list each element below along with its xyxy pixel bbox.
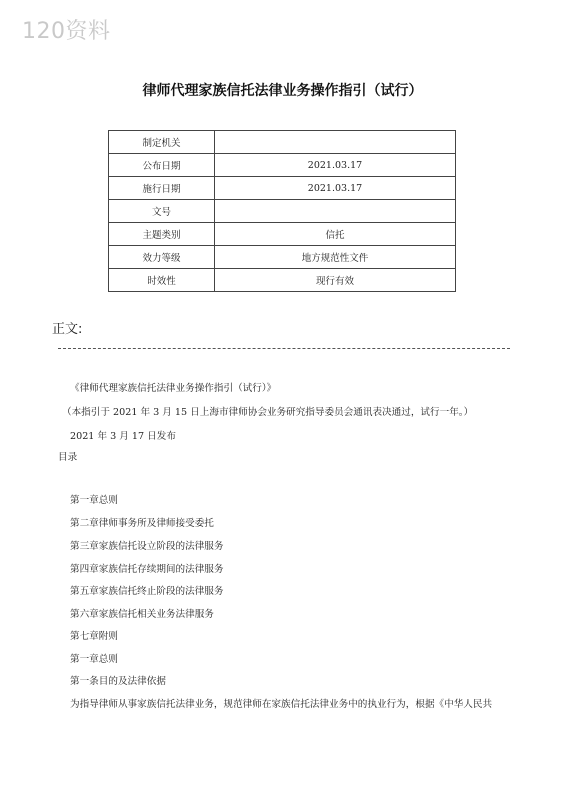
toc-item: 第二章律师事务所及律师接受委托: [70, 518, 214, 529]
toc-item: 第三章家族信托设立阶段的法律服务: [70, 541, 224, 552]
table-label: 效力等级: [109, 246, 215, 269]
table-row: [109, 177, 456, 200]
divider: [58, 348, 510, 349]
table-row: [109, 246, 456, 269]
adoption-note: （本指引于 2021 年 3 月 15 日上海市律师协会业务研究指导委员会通讯表决通过，试行一年。）: [62, 407, 474, 418]
table-row: [109, 131, 456, 154]
watermark: 120资料: [22, 19, 111, 44]
article-heading: 第一条目的及法律依据: [70, 676, 166, 687]
chapter-heading: 第一章总则: [70, 654, 118, 665]
toc-item: 第七章附则: [70, 631, 118, 642]
table-label: 制定机关: [109, 131, 215, 154]
doc-name: 《律师代理家族信托法律业务操作指引（试行）》: [70, 383, 277, 394]
metadata-table: [108, 130, 456, 292]
publish-date: 2021 年 3 月 17 日发布: [70, 431, 176, 442]
table-label: 主题类别: [109, 223, 215, 246]
table-value: 2021.03.17: [215, 154, 456, 177]
table-label: 文号: [109, 200, 215, 223]
document-title: 律师代理家族信托法律业务操作指引（试行）: [142, 83, 423, 99]
table-value: 现行有效: [215, 269, 456, 292]
table-row: [109, 223, 456, 246]
table-value: 地方规范性文件: [215, 246, 456, 269]
table-value: [215, 200, 456, 223]
toc-item: 第四章家族信托存续期间的法律服务: [70, 564, 224, 575]
article-text: 为指导律师从事家族信托法律业务，规范律师在家族信托法律业务中的执业行为，根据《中华人民共: [70, 699, 493, 710]
table-value: 2021.03.17: [215, 177, 456, 200]
table-value: [215, 131, 456, 154]
table-row: [109, 269, 456, 292]
toc-item: 第五章家族信托终止阶段的法律服务: [70, 586, 224, 597]
table-row: [109, 200, 456, 223]
toc-label: 目录: [58, 452, 78, 463]
table-label: 时效性: [109, 269, 215, 292]
table-label: 公布日期: [109, 154, 215, 177]
table-row: [109, 154, 456, 177]
table-label: 施行日期: [109, 177, 215, 200]
body-heading: 正文:: [52, 322, 83, 337]
table-value: 信托: [215, 223, 456, 246]
toc-item: 第六章家族信托相关业务法律服务: [70, 609, 214, 620]
toc-item: 第一章总则: [70, 495, 118, 506]
